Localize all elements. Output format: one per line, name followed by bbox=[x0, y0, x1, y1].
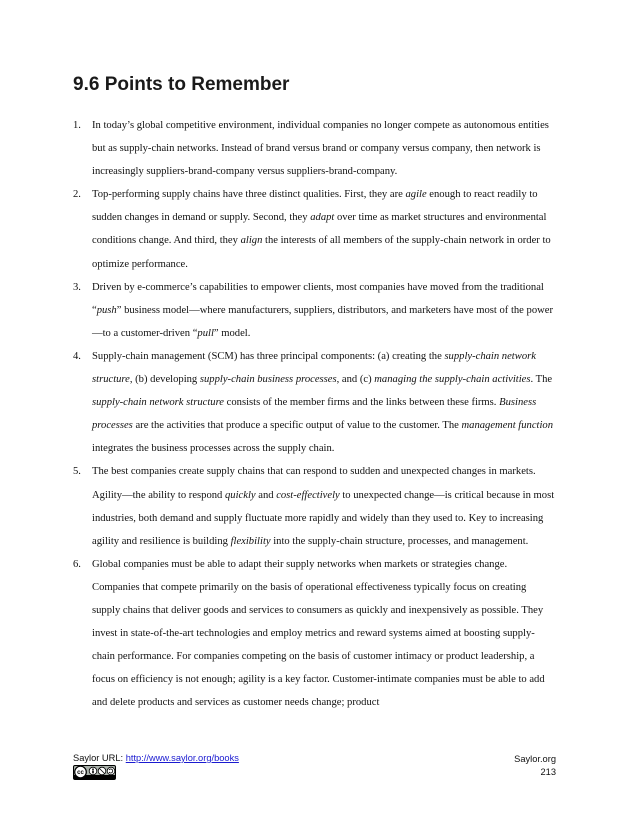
list-item-number: 3. bbox=[73, 281, 81, 293]
cc-badge-text: cc bbox=[77, 770, 84, 777]
text-segment: , and (c) bbox=[336, 374, 375, 386]
text-segment: ” business model—where manufacturers, suppliers, distributors, and marketers have most of the power—to a customer-driven “ bbox=[92, 304, 554, 339]
text-segment: to unexpected change—is critical because in most industries, both demand and supply fluctuate more rapidly and widely than they used to. Key to increasing agility and resilience is building bbox=[92, 489, 555, 547]
text-segment: integrates the business processes across the supply chain. bbox=[92, 443, 335, 455]
list-item-text bbox=[92, 282, 553, 339]
page-number: 213 bbox=[540, 767, 556, 777]
emphasized-text: supply-chain network structure bbox=[92, 397, 225, 409]
text-segment: enough to react readily to sudden changes in demand or supply. Second, they bbox=[92, 189, 538, 224]
emphasized-text: agile bbox=[405, 189, 427, 201]
emphasized-text: push bbox=[96, 304, 117, 316]
footer-url-link[interactable]: http://www.saylor.org/books bbox=[125, 753, 239, 763]
list-item bbox=[73, 553, 555, 715]
list-item-text bbox=[92, 189, 551, 269]
emphasized-text: quickly bbox=[225, 489, 256, 501]
text-segment: . The bbox=[530, 374, 553, 386]
emphasized-text: adapt bbox=[310, 212, 335, 224]
list-item-text bbox=[92, 120, 549, 177]
text-segment: consists of the member firms and the links between these firms. bbox=[224, 397, 500, 409]
text-segment: ” model. bbox=[213, 327, 251, 339]
emphasized-text: align bbox=[240, 235, 263, 247]
emphasized-text: cost-effectively bbox=[276, 489, 340, 501]
list-item bbox=[73, 345, 555, 460]
text-segment: Global companies must be able to adapt their supply networks when markets or strategies change. Companies that compete primarily on the basis of operational effectiveness typically focus on creating supply chains that deliver goods and services to consumers as quickly and inexpensively as possible. They invest in state-of-the-art technologies and employ metrics and reward systems aimed at boosting supply-chain performance. For companies competing on the basis of customer intimacy or product leadership, a focus on efficiency is not enough; agility is a key factor. Customer-intimate companies must be able to add and delete products and services as customer needs change; product bbox=[92, 558, 545, 709]
list-item-number: 1. bbox=[73, 120, 81, 131]
text-segment: into the supply-chain structure, processes, and management. bbox=[270, 535, 529, 547]
list-item-text bbox=[92, 351, 553, 454]
footer-url-label: Saylor URL: bbox=[73, 753, 124, 763]
emphasized-text: supply-chain network structure bbox=[92, 350, 536, 386]
points-list bbox=[73, 114, 555, 714]
text-segment: Driven by e-commerce’s capabilities to empower clients, most companies have moved from the traditional “ bbox=[92, 281, 544, 316]
text-segment: In today’s global competitive environment, individual companies no longer compete as autonomous entities but as supply-chain networks. Instead of brand versus brand or company versus company, then network is increasingly suppliers-brand-company versus suppliers-brand-company. bbox=[92, 120, 549, 178]
list-item bbox=[73, 114, 555, 183]
emphasized-text: Business processes bbox=[92, 397, 537, 432]
text-segment: are the activities that produce a specific output of value to the customer. The bbox=[132, 420, 462, 432]
list-item bbox=[73, 460, 555, 552]
footer-source bbox=[73, 753, 239, 763]
text-segment: Supply-chain management (SCM) has three principal components: (a) creating the bbox=[92, 350, 445, 362]
page-title: 9.6 Points to Remember bbox=[73, 74, 290, 95]
list-item bbox=[73, 276, 555, 345]
text-segment: the interests of all members of the supply-chain network in order to optimize performance. bbox=[92, 235, 551, 270]
emphasized-text: management function bbox=[461, 420, 554, 432]
creative-commons-license-icon[interactable] bbox=[73, 765, 116, 780]
emphasized-text: supply-chain business processes bbox=[199, 374, 337, 386]
list-item-number: 2. bbox=[73, 189, 81, 201]
text-segment: , (b) developing bbox=[129, 374, 200, 386]
emphasized-text: managing the supply-chain activities bbox=[374, 374, 531, 386]
emphasized-text: pull bbox=[197, 327, 214, 339]
list-item bbox=[73, 183, 555, 275]
list-item-number: 4. bbox=[73, 350, 81, 362]
text-segment: The best companies create supply chains that can respond to sudden and unexpected changes in markets. Agility—the ability to respond bbox=[92, 466, 536, 501]
text-segment: Top-performing supply chains have three distinct qualities. First, they are bbox=[92, 189, 406, 201]
text-segment: over time as market structures and environmental conditions change. And third, they bbox=[92, 212, 547, 247]
list-item-text bbox=[92, 466, 554, 546]
emphasized-text: flexibility bbox=[230, 535, 271, 547]
list-item-number: 5. bbox=[73, 466, 81, 478]
text-segment: and bbox=[255, 489, 277, 501]
list-item-number: 6. bbox=[73, 558, 81, 570]
footer-site-name: Saylor.org bbox=[514, 754, 556, 764]
list-item-text bbox=[92, 559, 545, 709]
footer-site-info bbox=[514, 753, 556, 779]
